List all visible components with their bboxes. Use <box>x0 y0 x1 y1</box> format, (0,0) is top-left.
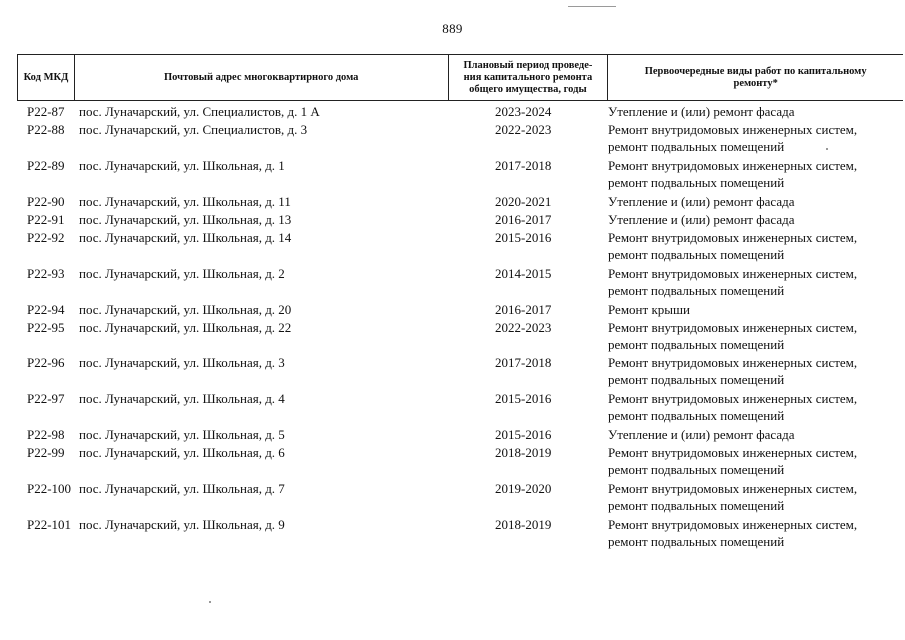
cell-address: пос. Луначарский, ул. Школьная, д. 3 <box>79 355 285 370</box>
cell-works: Ремонт внутридомовых инженерных систем, ремонт подвальных помещений <box>608 320 858 352</box>
header-address: Почтовый адрес многоквартирного дома <box>75 55 449 100</box>
cell-code: Р22-100 <box>27 481 72 496</box>
cell-code: Р22-87 <box>27 104 65 119</box>
cell-address: пос. Луначарский, ул. Школьная, д. 5 <box>79 427 285 442</box>
cell-works: Ремонт внутридомовых инженерных систем, ремонт подвальных помещений <box>608 122 858 154</box>
cell-address: пос. Луначарский, ул. Школьная, д. 2 <box>79 266 285 281</box>
cell-period: 2019-2020 <box>495 481 552 496</box>
cell-period: 2015-2016 <box>495 391 552 406</box>
cell-period: 2016-2017 <box>495 302 552 317</box>
page-number: 889 <box>442 21 463 36</box>
cell-code: Р22-90 <box>27 194 65 209</box>
cell-address: пос. Луначарский, ул. Школьная, д. 9 <box>79 517 285 532</box>
header-code: Код МКД <box>18 55 75 100</box>
cell-code: Р22-91 <box>27 212 65 227</box>
cell-period: 2017-2018 <box>495 355 552 370</box>
cell-period: 2022-2023 <box>495 320 552 335</box>
cell-address: пос. Луначарский, ул. Школьная, д. 7 <box>79 481 285 496</box>
cell-code: Р22-97 <box>27 391 65 406</box>
header-works-line: Первоочередные виды работ по капитальному <box>644 65 867 77</box>
cell-period: 2015-2016 <box>495 427 552 442</box>
table-header <box>17 54 903 101</box>
cell-works: Ремонт крыши <box>608 302 690 317</box>
header-period-line: общего имущества, годы <box>469 83 587 95</box>
cell-address: пос. Луначарский, ул. Специалистов, д. 1 А <box>79 104 320 119</box>
cell-period: 2016-2017 <box>495 212 552 227</box>
cell-works: Ремонт внутридомовых инженерных систем, ремонт подвальных помещений <box>608 517 858 549</box>
cell-code: Р22-94 <box>27 302 65 317</box>
cell-address: пос. Луначарский, ул. Школьная, д. 22 <box>79 320 292 335</box>
cell-code: Р22-92 <box>27 230 65 245</box>
cell-works: Ремонт внутридомовых инженерных систем, ремонт подвальных помещений <box>608 355 858 387</box>
cell-works: Утепление и (или) ремонт фасада <box>608 104 795 119</box>
cell-address: пос. Луначарский, ул. Специалистов, д. 3 <box>79 122 308 137</box>
cell-address: пос. Луначарский, ул. Школьная, д. 14 <box>79 230 292 245</box>
scan-artifact-dot <box>209 601 211 603</box>
cell-period: 2020-2021 <box>495 194 552 209</box>
cell-period: 2017-2018 <box>495 158 552 173</box>
scan-artifact-line <box>568 6 616 7</box>
header-period-line: ния капитального ремонта <box>463 71 593 83</box>
header-period-line: Плановый период проведе- <box>463 59 593 71</box>
cell-period: 2015-2016 <box>495 230 552 245</box>
cell-works: Ремонт внутридомовых инженерных систем, ремонт подвальных помещений <box>608 158 858 190</box>
header-works <box>608 55 903 100</box>
cell-address: пос. Луначарский, ул. Школьная, д. 1 <box>79 158 285 173</box>
cell-code: Р22-98 <box>27 427 65 442</box>
cell-address: пос. Луначарский, ул. Школьная, д. 4 <box>79 391 285 406</box>
cell-address: пос. Луначарский, ул. Школьная, д. 11 <box>79 194 291 209</box>
cell-works: Утепление и (или) ремонт фасада <box>608 194 795 209</box>
cell-works: Ремонт внутридомовых инженерных систем, ремонт подвальных помещений <box>608 481 858 513</box>
cell-code: Р22-89 <box>27 158 65 173</box>
cell-works: Ремонт внутридомовых инженерных систем, ремонт подвальных помещений <box>608 445 858 477</box>
cell-works: Ремонт внутридомовых инженерных систем, ремонт подвальных помещений <box>608 391 858 423</box>
cell-code: Р22-99 <box>27 445 65 460</box>
cell-address: пос. Луначарский, ул. Школьная, д. 6 <box>79 445 285 460</box>
cell-period: 2018-2019 <box>495 445 552 460</box>
cell-period: 2023-2024 <box>495 104 552 119</box>
cell-code: Р22-96 <box>27 355 65 370</box>
header-period <box>449 55 609 100</box>
cell-code: Р22-88 <box>27 122 65 137</box>
cell-period: 2018-2019 <box>495 517 552 532</box>
cell-address: пос. Луначарский, ул. Школьная, д. 20 <box>79 302 292 317</box>
cell-works: Утепление и (или) ремонт фасада <box>608 427 795 442</box>
cell-code: Р22-101 <box>27 517 72 532</box>
cell-period: 2014-2015 <box>495 266 552 281</box>
cell-works: Ремонт внутридомовых инженерных систем, ремонт подвальных помещений <box>608 230 858 262</box>
cell-period: 2022-2023 <box>495 122 552 137</box>
cell-address: пос. Луначарский, ул. Школьная, д. 13 <box>79 212 292 227</box>
cell-works: Утепление и (или) ремонт фасада <box>608 212 795 227</box>
cell-works: Ремонт внутридомовых инженерных систем, ремонт подвальных помещений <box>608 266 858 298</box>
header-works-line: ремонту* <box>733 77 778 89</box>
cell-code: Р22-93 <box>27 266 65 281</box>
cell-code: Р22-95 <box>27 320 65 335</box>
